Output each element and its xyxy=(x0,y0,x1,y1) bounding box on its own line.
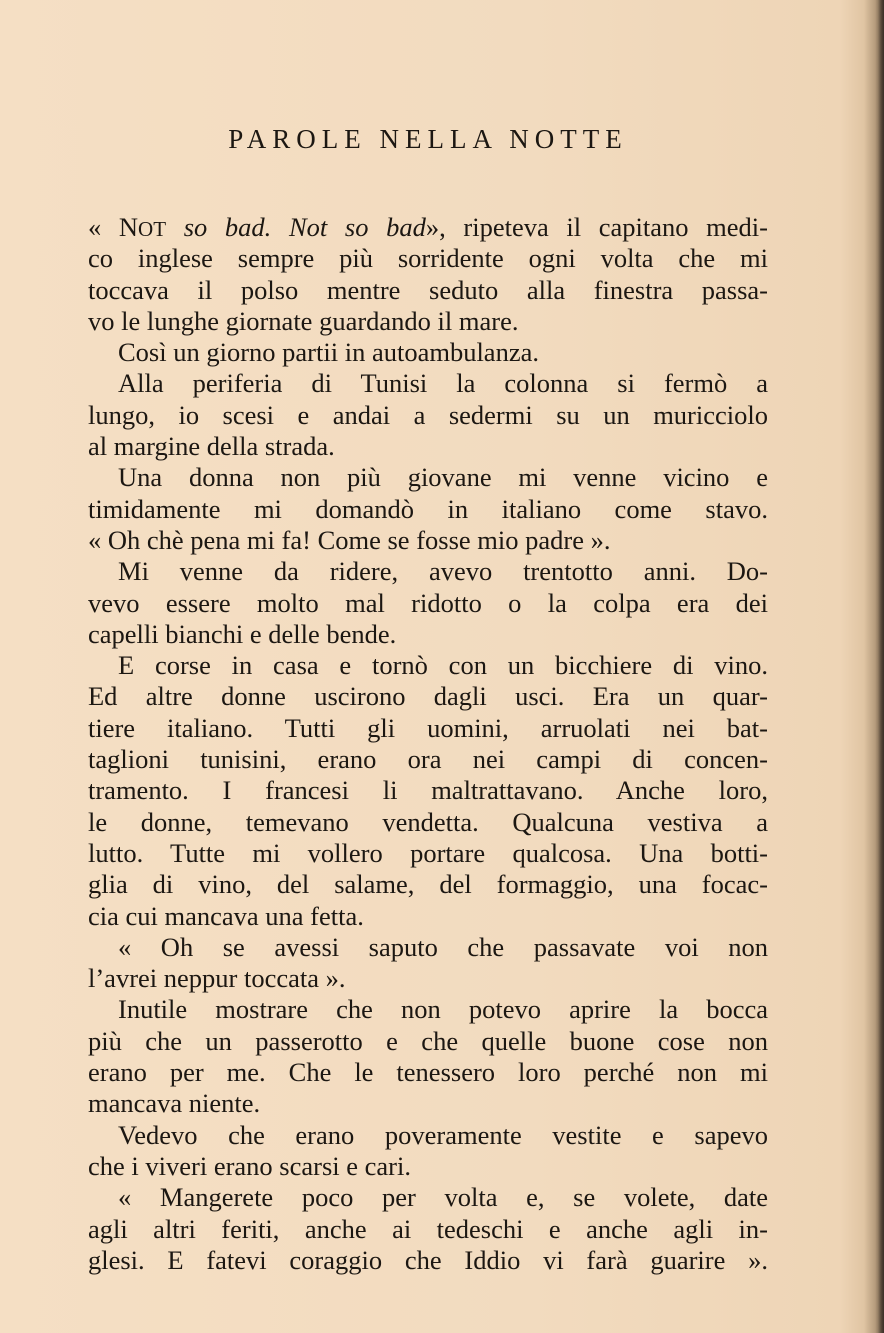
text-line: tramento. I francesi li maltrattavano. Anche loro, xyxy=(88,775,768,806)
page-edge-shadow xyxy=(864,0,884,1333)
text-line: agli altri feriti, anche ai tedeschi e anche agli in- xyxy=(88,1213,768,1244)
text-line: « Oh chè pena mi fa! Come se fosse mio padre ». xyxy=(88,524,611,555)
text-line: al margine della strada. xyxy=(88,431,335,462)
text-line: Vedevo che erano poveramente vestite e sapevo xyxy=(118,1119,768,1150)
text-line: vevo essere molto mal ridotto o la colpa era dei xyxy=(88,587,768,618)
text-line: mancava niente. xyxy=(88,1088,261,1119)
text-line: più che un passerotto e che quelle buone cose non xyxy=(88,1025,768,1056)
text-line: Inutile mostrare che non potevo aprire la bocca xyxy=(118,994,768,1025)
text-line: E corse in casa e tornò con un bicchiere di vino. xyxy=(118,650,768,681)
text-line: toccava il polso mentre seduto alla finestra passa- xyxy=(88,274,768,305)
text-line: timidamente mi domandò in italiano come stavo. xyxy=(88,493,768,524)
text-line: che i viveri erano scarsi e cari. xyxy=(88,1150,411,1181)
text-line: Una donna non più giovane mi venne vicino e xyxy=(118,462,768,493)
text-line: vo le lunghe giornate guardando il mare. xyxy=(88,305,519,336)
text-line: « Mangerete poco per volta e, se volete, date xyxy=(118,1182,768,1213)
text-line: taglioni tunisini, erano ora nei campi di concen- xyxy=(88,744,768,775)
text-line: « Oh se avessi saputo che passavate voi non xyxy=(118,931,768,962)
text-line: Così un giorno partii in autoambulanza. xyxy=(118,337,539,368)
text-line: glia di vino, del salame, del formaggio, una focac- xyxy=(88,869,768,900)
text-line: erano per me. Che le tenessero loro perché non mi xyxy=(88,1057,768,1088)
text-line: capelli bianchi e delle bende. xyxy=(88,618,397,649)
text-line: glesi. E fatevi coraggio che Iddio vi farà guarire ». xyxy=(88,1244,768,1275)
body-text xyxy=(88,212,768,1276)
text-line: Mi venne da ridere, avevo trentotto anni. Do- xyxy=(118,556,768,587)
text-line: tiere italiano. Tutti gli uomini, arruolati nei bat- xyxy=(88,712,768,743)
text-line: « NOT so bad. Not so bad», ripeteva il capitano medi- xyxy=(88,212,768,242)
text-line: cia cui mancava una fetta. xyxy=(88,900,364,931)
text-line: l’avrei neppur toccata ». xyxy=(88,963,346,994)
text-line: Ed altre donne uscirono dagli usci. Era un quar- xyxy=(88,681,768,712)
text-line: le donne, temevano vendetta. Qualcuna vestiva a xyxy=(88,806,768,837)
text-line: co inglese sempre più sorridente ogni volta che mi xyxy=(88,243,768,274)
text-line: Alla periferia di Tunisi la colonna si fermò a xyxy=(118,368,768,399)
text-line: lungo, io scesi e andai a sedermi su un muricciolo xyxy=(88,399,768,430)
text-line: lutto. Tutte mi vollero portare qualcosa. Una botti- xyxy=(88,837,768,868)
chapter-title: PAROLE NELLA NOTTE xyxy=(228,124,628,154)
